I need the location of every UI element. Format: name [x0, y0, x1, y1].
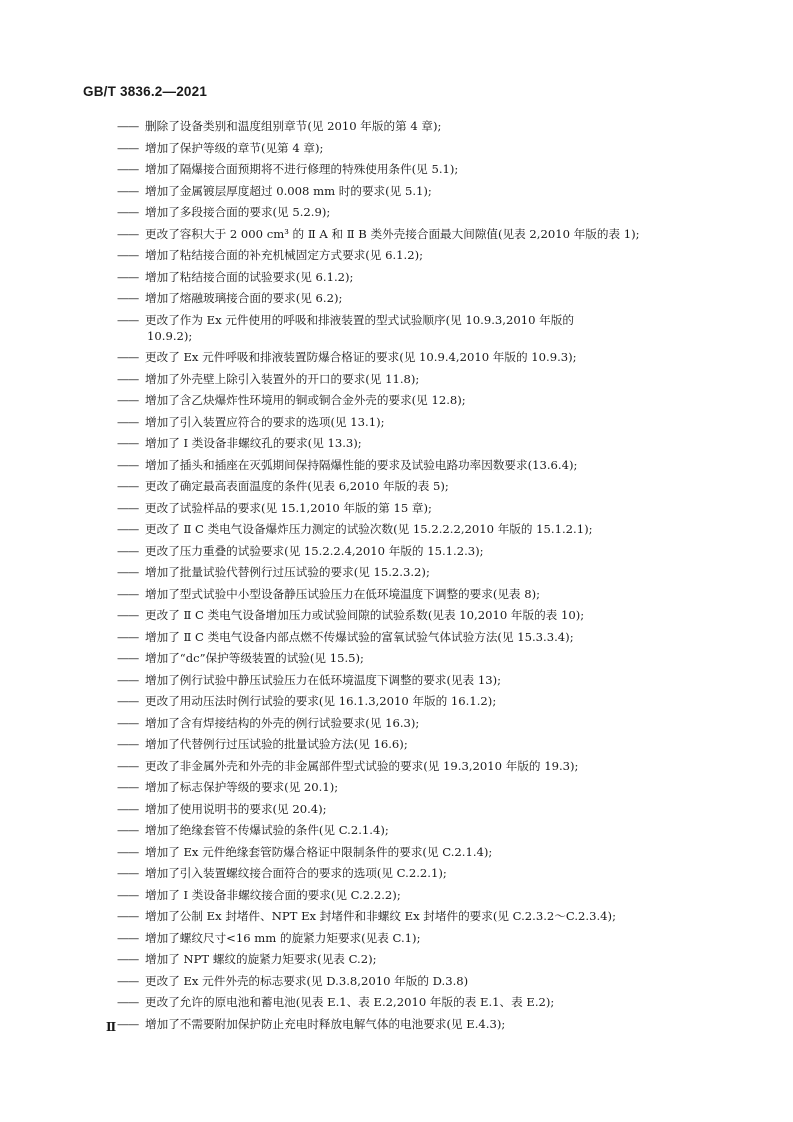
- list-dash: ——: [117, 119, 139, 133]
- list-item-text: 增加了“dc”保护等级装置的试验(见 15.5);: [145, 651, 364, 665]
- list-dash: ——: [117, 952, 139, 966]
- list-dash: ——: [117, 522, 139, 536]
- list-item-text: 增加了含乙炔爆炸性环境用的铜或铜合金外壳的要求(见 12.8);: [145, 393, 466, 407]
- list-item-text: 增加了批量试验代替例行过压试验的要求(见 15.2.3.2);: [145, 565, 430, 579]
- list-item: [117, 779, 709, 795]
- list-dash: ——: [117, 651, 139, 665]
- list-item: [117, 521, 709, 537]
- list-dash: ——: [117, 312, 139, 327]
- list-item: [117, 392, 709, 408]
- list-item-text: 增加了 NPT 螺纹的旋紧力矩要求(见表 C.2);: [145, 952, 377, 966]
- list-item: [117, 564, 709, 580]
- list-item: [117, 414, 709, 430]
- list-item-text: 更改了确定最高表面温度的条件(见表 6,2010 年版的表 5);: [145, 479, 449, 493]
- list-item: [117, 887, 709, 903]
- list-dash: ——: [117, 694, 139, 708]
- list-item-text: 增加了使用说明书的要求(见 20.4);: [145, 801, 327, 816]
- list-dash: ——: [117, 866, 139, 880]
- list-item-text: 增加了公制 Ex 封堵件、NPT Ex 封堵件和非螺纹 Ex 封堵件的要求(见 C.2.3.2～C.2.3.4);: [145, 909, 616, 923]
- list-item-text: 更改了容积大于 2 000 cm³ 的 Ⅱ A 和 Ⅱ B 类外壳接合面最大间隙值(见表 2,2010 年版的表 1);: [145, 226, 640, 241]
- list-dash: ——: [117, 162, 139, 176]
- list-item-text: 增加了例行试验中静压试验压力在低环境温度下调整的要求(见表 13);: [145, 672, 502, 687]
- list-dash: ——: [117, 758, 139, 773]
- list-item: [117, 500, 709, 516]
- list-item: [117, 629, 709, 645]
- list-dash: ——: [117, 887, 139, 902]
- list-item-text: 增加了引入装置螺纹接合面符合的要求的选项(见 C.2.2.1);: [145, 866, 447, 880]
- list-item: [117, 140, 709, 156]
- list-item-text: 增加了多段接合面的要求(见 5.2.9);: [145, 205, 331, 219]
- list-item-text: 增加了引入装置应符合的要求的选项(见 13.1);: [145, 414, 385, 429]
- list-item-text: 更改了 Ⅱ C 类电气设备爆炸压力测定的试验次数(见 15.2.2.2,2010 年版的 15.1.2.1);: [145, 522, 593, 536]
- list-dash: ——: [117, 543, 139, 558]
- list-item: [117, 204, 709, 220]
- list-dash: ——: [117, 291, 139, 305]
- list-item: [117, 672, 709, 688]
- list-item: [117, 844, 709, 860]
- list-item-text: 更改了非金属外壳和外壳的非金属部件型式试验的要求(见 19.3,2010 年版的 19.3);: [145, 758, 579, 773]
- list-item: [117, 822, 709, 838]
- list-item: [117, 435, 709, 451]
- list-dash: ——: [117, 205, 139, 219]
- list-item: [117, 994, 709, 1010]
- list-dash: ——: [117, 1016, 139, 1031]
- list-item: [117, 930, 709, 946]
- document-id-header: GB/T 3836.2—2021: [83, 84, 208, 99]
- list-item: [117, 312, 709, 344]
- list-item: [117, 349, 709, 365]
- list-item: [117, 736, 709, 752]
- list-item-text: 增加了 Ⅰ 类设备非螺纹接合面的要求(见 C.2.2.2);: [145, 887, 401, 902]
- list-item-text-continued: 10.9.2);: [147, 328, 193, 343]
- list-item: [117, 457, 709, 473]
- list-dash: ——: [117, 226, 139, 241]
- list-item-text: 删除了设备类别和温度组别章节(见 2010 年版的第 4 章);: [145, 119, 442, 133]
- list-item: [117, 758, 709, 774]
- list-item-text: 增加了代替例行过压试验的批量试验方法(见 16.6);: [145, 737, 408, 751]
- list-dash: ——: [117, 801, 139, 816]
- list-item: [117, 478, 709, 494]
- list-item-text: 增加了粘结接合面的补充机械固定方式要求(见 6.1.2);: [145, 248, 424, 262]
- list-dash: ——: [117, 844, 139, 859]
- list-item: [117, 183, 709, 199]
- list-dash: ——: [117, 269, 139, 284]
- list-item-text: 增加了 Ⅰ 类设备非螺纹孔的要求(见 13.3);: [145, 436, 362, 450]
- list-item-text: 增加了含有焊接结构的外壳的例行试验要求(见 16.3);: [145, 715, 420, 730]
- list-item: [117, 247, 709, 263]
- list-dash: ——: [117, 479, 139, 493]
- list-item-text: 增加了粘结接合面的试验要求(见 6.1.2);: [145, 269, 354, 284]
- list-dash: ——: [117, 140, 139, 155]
- list-item: [117, 586, 709, 602]
- list-item: [117, 715, 709, 731]
- list-item-text: 更改了 Ex 元件外壳的标志要求(见 D.3.8,2010 年版的 D.3.8): [145, 973, 469, 988]
- list-item-text: 增加了不需要附加保护防止充电时释放电解气体的电池要求(见 E.4.3);: [145, 1016, 506, 1031]
- list-dash: ——: [117, 393, 139, 407]
- list-item: [117, 543, 709, 559]
- list-item: [117, 269, 709, 285]
- list-item-text: 更改了压力重叠的试验要求(见 15.2.2.4,2010 年版的 15.1.2.3);: [145, 543, 484, 558]
- list-item-text: 更改了试验样品的要求(见 15.1,2010 年版的第 15 章);: [145, 500, 432, 515]
- list-item-text: 增加了隔爆接合面预期将不进行修理的特殊使用条件(见 5.1);: [145, 162, 459, 176]
- list-dash: ——: [117, 973, 139, 988]
- list-dash: ——: [117, 414, 139, 429]
- list-dash: ——: [117, 248, 139, 262]
- page-number: Ⅱ: [106, 1020, 117, 1034]
- list-item: [117, 1016, 709, 1032]
- list-dash: ——: [117, 371, 139, 386]
- list-item: [117, 693, 709, 709]
- list-item: [117, 801, 709, 817]
- list-dash: ——: [117, 672, 139, 687]
- list-item: [117, 290, 709, 306]
- list-item: [117, 161, 709, 177]
- list-dash: ——: [117, 436, 139, 450]
- list-item-text: 增加了插头和插座在灭弧期间保持隔爆性能的要求及试验电路功率因数要求(13.6.4);: [145, 457, 578, 472]
- list-item-text: 增加了标志保护等级的要求(见 20.1);: [145, 780, 339, 794]
- list-item: [117, 908, 709, 924]
- list-item: [117, 226, 709, 242]
- list-item: [117, 371, 709, 387]
- list-item-text: 增加了型式试验中小型设备静压试验压力在低环境温度下调整的要求(见表 8);: [145, 586, 541, 601]
- change-list: [117, 118, 709, 1037]
- list-dash: ——: [117, 909, 139, 923]
- list-dash: ——: [117, 350, 139, 364]
- list-dash: ——: [117, 565, 139, 579]
- list-item-text: 更改了 Ⅱ C 类电气设备增加压力或试验间隙的试验系数(见表 10,2010 年版的表 10);: [145, 608, 585, 622]
- list-dash: ——: [117, 183, 139, 198]
- list-item: [117, 650, 709, 666]
- list-item-text: 增加了 Ex 元件绝缘套管防爆合格证中限制条件的要求(见 C.2.1.4);: [145, 844, 493, 859]
- list-dash: ——: [117, 715, 139, 730]
- list-item-text: 更改了 Ex 元件呼吸和排液装置防爆合格证的要求(见 10.9.4,2010 年版的 10.9.3);: [145, 350, 577, 364]
- list-item-text: 增加了熔融玻璃接合面的要求(见 6.2);: [145, 291, 343, 305]
- list-item-text: 更改了允许的原电池和蓄电池(见表 E.1、表 E.2,2010 年版的表 E.1、表 E.2);: [145, 995, 555, 1009]
- list-dash: ——: [117, 586, 139, 601]
- list-dash: ——: [117, 995, 139, 1009]
- list-dash: ——: [117, 737, 139, 751]
- list-dash: ——: [117, 457, 139, 472]
- list-dash: ——: [117, 500, 139, 515]
- list-item: [117, 951, 709, 967]
- list-item-text: 增加了绝缘套管不传爆试验的条件(见 C.2.1.4);: [145, 823, 389, 837]
- list-dash: ——: [117, 608, 139, 622]
- list-item: [117, 118, 709, 134]
- list-item-text: 增加了 Ⅱ C 类电气设备内部点燃不传爆试验的富氧试验气体试验方法(见 15.3.3.4);: [145, 629, 574, 644]
- list-item-text: 增加了金属镀层厚度超过 0.008 mm 时的要求(见 5.1);: [145, 183, 432, 198]
- list-item-text: 更改了用动压法时例行试验的要求(见 16.1.3,2010 年版的 16.1.2);: [145, 694, 497, 708]
- list-item: [117, 607, 709, 623]
- list-dash: ——: [117, 823, 139, 837]
- list-item-text: 增加了螺纹尺寸<16 mm 的旋紧力矩要求(见表 C.1);: [145, 930, 421, 945]
- list-dash: ——: [117, 780, 139, 794]
- list-item-text: 增加了外壳壁上除引入装置外的开口的要求(见 11.8);: [145, 371, 420, 386]
- list-dash: ——: [117, 629, 139, 644]
- list-item: [117, 973, 709, 989]
- list-dash: ——: [117, 930, 139, 945]
- list-item-text: 更改了作为 Ex 元件使用的呼吸和排液装置的型式试验顺序(见 10.9.3,2010 年版的: [145, 312, 574, 327]
- list-item-text: 增加了保护等级的章节(见第 4 章);: [145, 140, 324, 155]
- list-item: [117, 865, 709, 881]
